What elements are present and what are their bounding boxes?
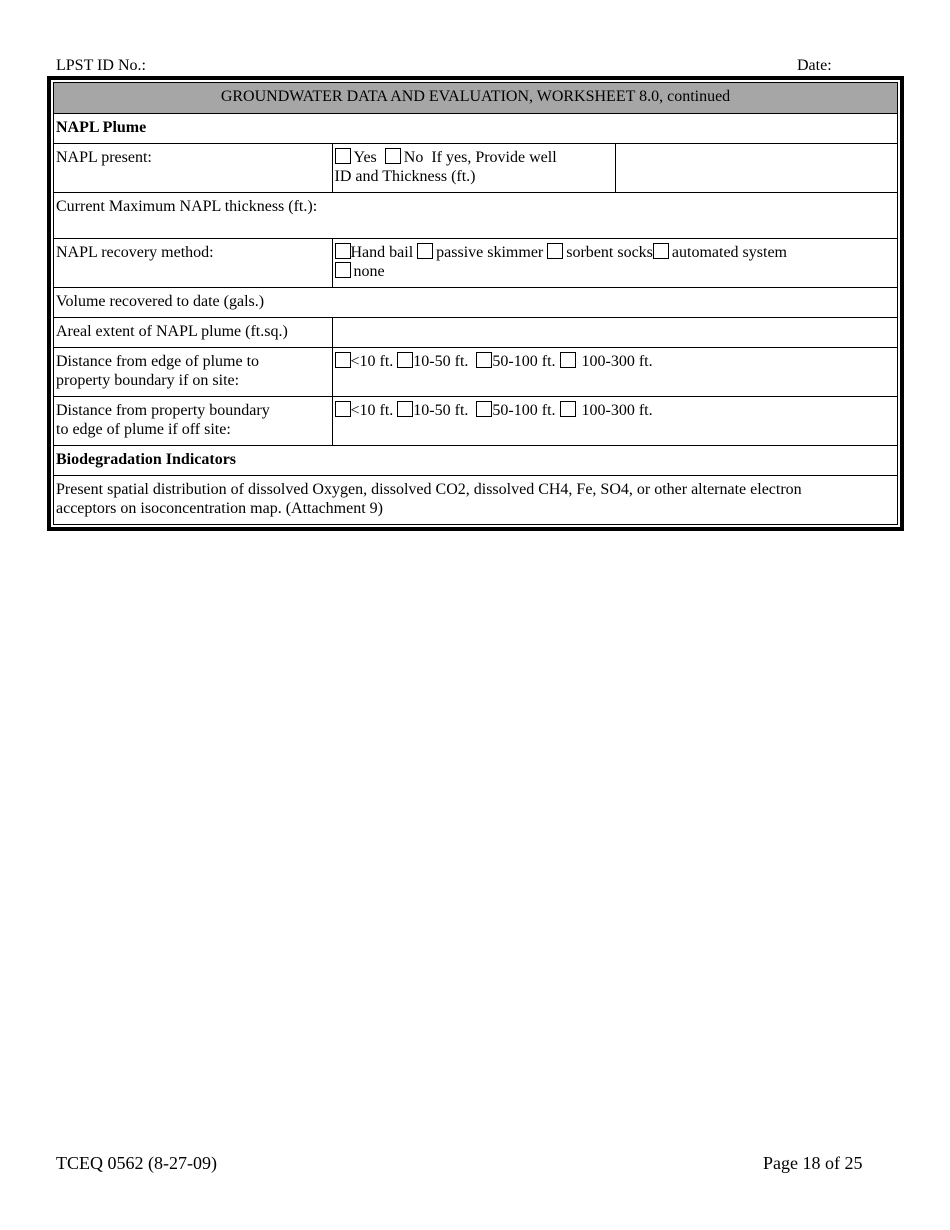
recovery-method-options <box>332 238 897 287</box>
volume-recovered-label: Volume recovered to date (gals.) <box>54 287 897 317</box>
none-checkbox[interactable] <box>335 262 351 278</box>
offsite-100-300-checkbox[interactable] <box>560 401 576 417</box>
passive-skimmer-label: passive skimmer <box>436 243 544 261</box>
worksheet-title: GROUNDWATER DATA AND EVALUATION, WORKSHEET 8.0, continued <box>54 83 897 113</box>
offsite-lt10-label: <10 ft. <box>350 401 394 419</box>
page-number: Page 18 of 25 <box>763 1153 863 1173</box>
onsite-50-100-label: 50-100 ft. <box>492 352 556 370</box>
napl-yes-checkbox[interactable] <box>335 148 351 164</box>
napl-no-label: No <box>403 148 424 166</box>
areal-extent-label: Areal extent of NAPL plume (ft.sq.) <box>54 317 332 347</box>
napl-note-line2: ID and Thickness (ft.) <box>334 167 476 185</box>
napl-no-checkbox[interactable] <box>385 148 401 164</box>
offsite-50-100-label: 50-100 ft. <box>492 401 556 419</box>
onsite-10-50-checkbox[interactable] <box>397 352 413 368</box>
offsite-50-100-checkbox[interactable] <box>476 401 492 417</box>
automated-system-checkbox[interactable] <box>653 243 669 259</box>
dist-onsite-options <box>332 347 897 396</box>
offsite-100-300-label: 100-300 ft. <box>581 401 653 419</box>
napl-present-label: NAPL present: <box>54 143 332 192</box>
sorbent-socks-checkbox[interactable] <box>547 243 563 259</box>
napl-plume-heading: NAPL Plume <box>54 113 897 143</box>
napl-note-line1: If yes, Provide well <box>431 148 557 166</box>
onsite-100-300-label: 100-300 ft. <box>581 352 653 370</box>
sorbent-socks-label: sorbent socks <box>566 243 653 261</box>
biodegradation-text <box>54 475 897 520</box>
passive-skimmer-checkbox[interactable] <box>417 243 433 259</box>
worksheet-frame <box>47 76 904 531</box>
napl-well-thickness-field[interactable] <box>615 143 897 192</box>
onsite-50-100-checkbox[interactable] <box>476 352 492 368</box>
onsite-lt10-label: <10 ft. <box>350 352 394 370</box>
onsite-lt10-checkbox[interactable] <box>335 352 351 368</box>
hand-bail-label: Hand bail <box>350 243 414 261</box>
dist-onsite-label <box>54 347 332 396</box>
napl-yes-label: Yes <box>353 148 377 166</box>
dist-offsite-label-line1: Distance from property boundary <box>56 401 270 419</box>
hand-bail-checkbox[interactable] <box>335 243 351 259</box>
automated-system-label: automated system <box>671 243 787 261</box>
offsite-10-50-checkbox[interactable] <box>397 401 413 417</box>
dist-offsite-label-line2: to edge of plume if off site: <box>56 420 231 438</box>
dist-offsite-label <box>54 396 332 445</box>
onsite-100-300-checkbox[interactable] <box>560 352 576 368</box>
offsite-lt10-checkbox[interactable] <box>335 401 351 417</box>
offsite-10-50-label: 10-50 ft. <box>413 401 469 419</box>
worksheet-table <box>54 83 897 520</box>
napl-present-options <box>332 143 615 192</box>
date-label: Date: <box>797 57 832 74</box>
recovery-method-label: NAPL recovery method: <box>54 238 332 287</box>
dist-onsite-label-line2: property boundary if on site: <box>56 371 240 389</box>
dist-offsite-options <box>332 396 897 445</box>
max-thickness-label: Current Maximum NAPL thickness (ft.): <box>54 192 897 238</box>
bio-text-line1: Present spatial distribution of dissolved Oxygen, dissolved CO2, dissolved CH4, Fe, SO4, or other alternate electron <box>56 480 802 498</box>
onsite-10-50-label: 10-50 ft. <box>413 352 469 370</box>
areal-extent-field[interactable] <box>332 317 897 347</box>
form-id: TCEQ 0562 (8-27-09) <box>56 1153 217 1173</box>
none-label: none <box>353 262 385 280</box>
biodegradation-heading: Biodegradation Indicators <box>54 445 897 475</box>
dist-onsite-label-line1: Distance from edge of plume to <box>56 352 260 370</box>
bio-text-line2: acceptors on isoconcentration map. (Attachment 9) <box>56 499 383 517</box>
lpst-id-label: LPST ID No.: <box>56 57 146 74</box>
